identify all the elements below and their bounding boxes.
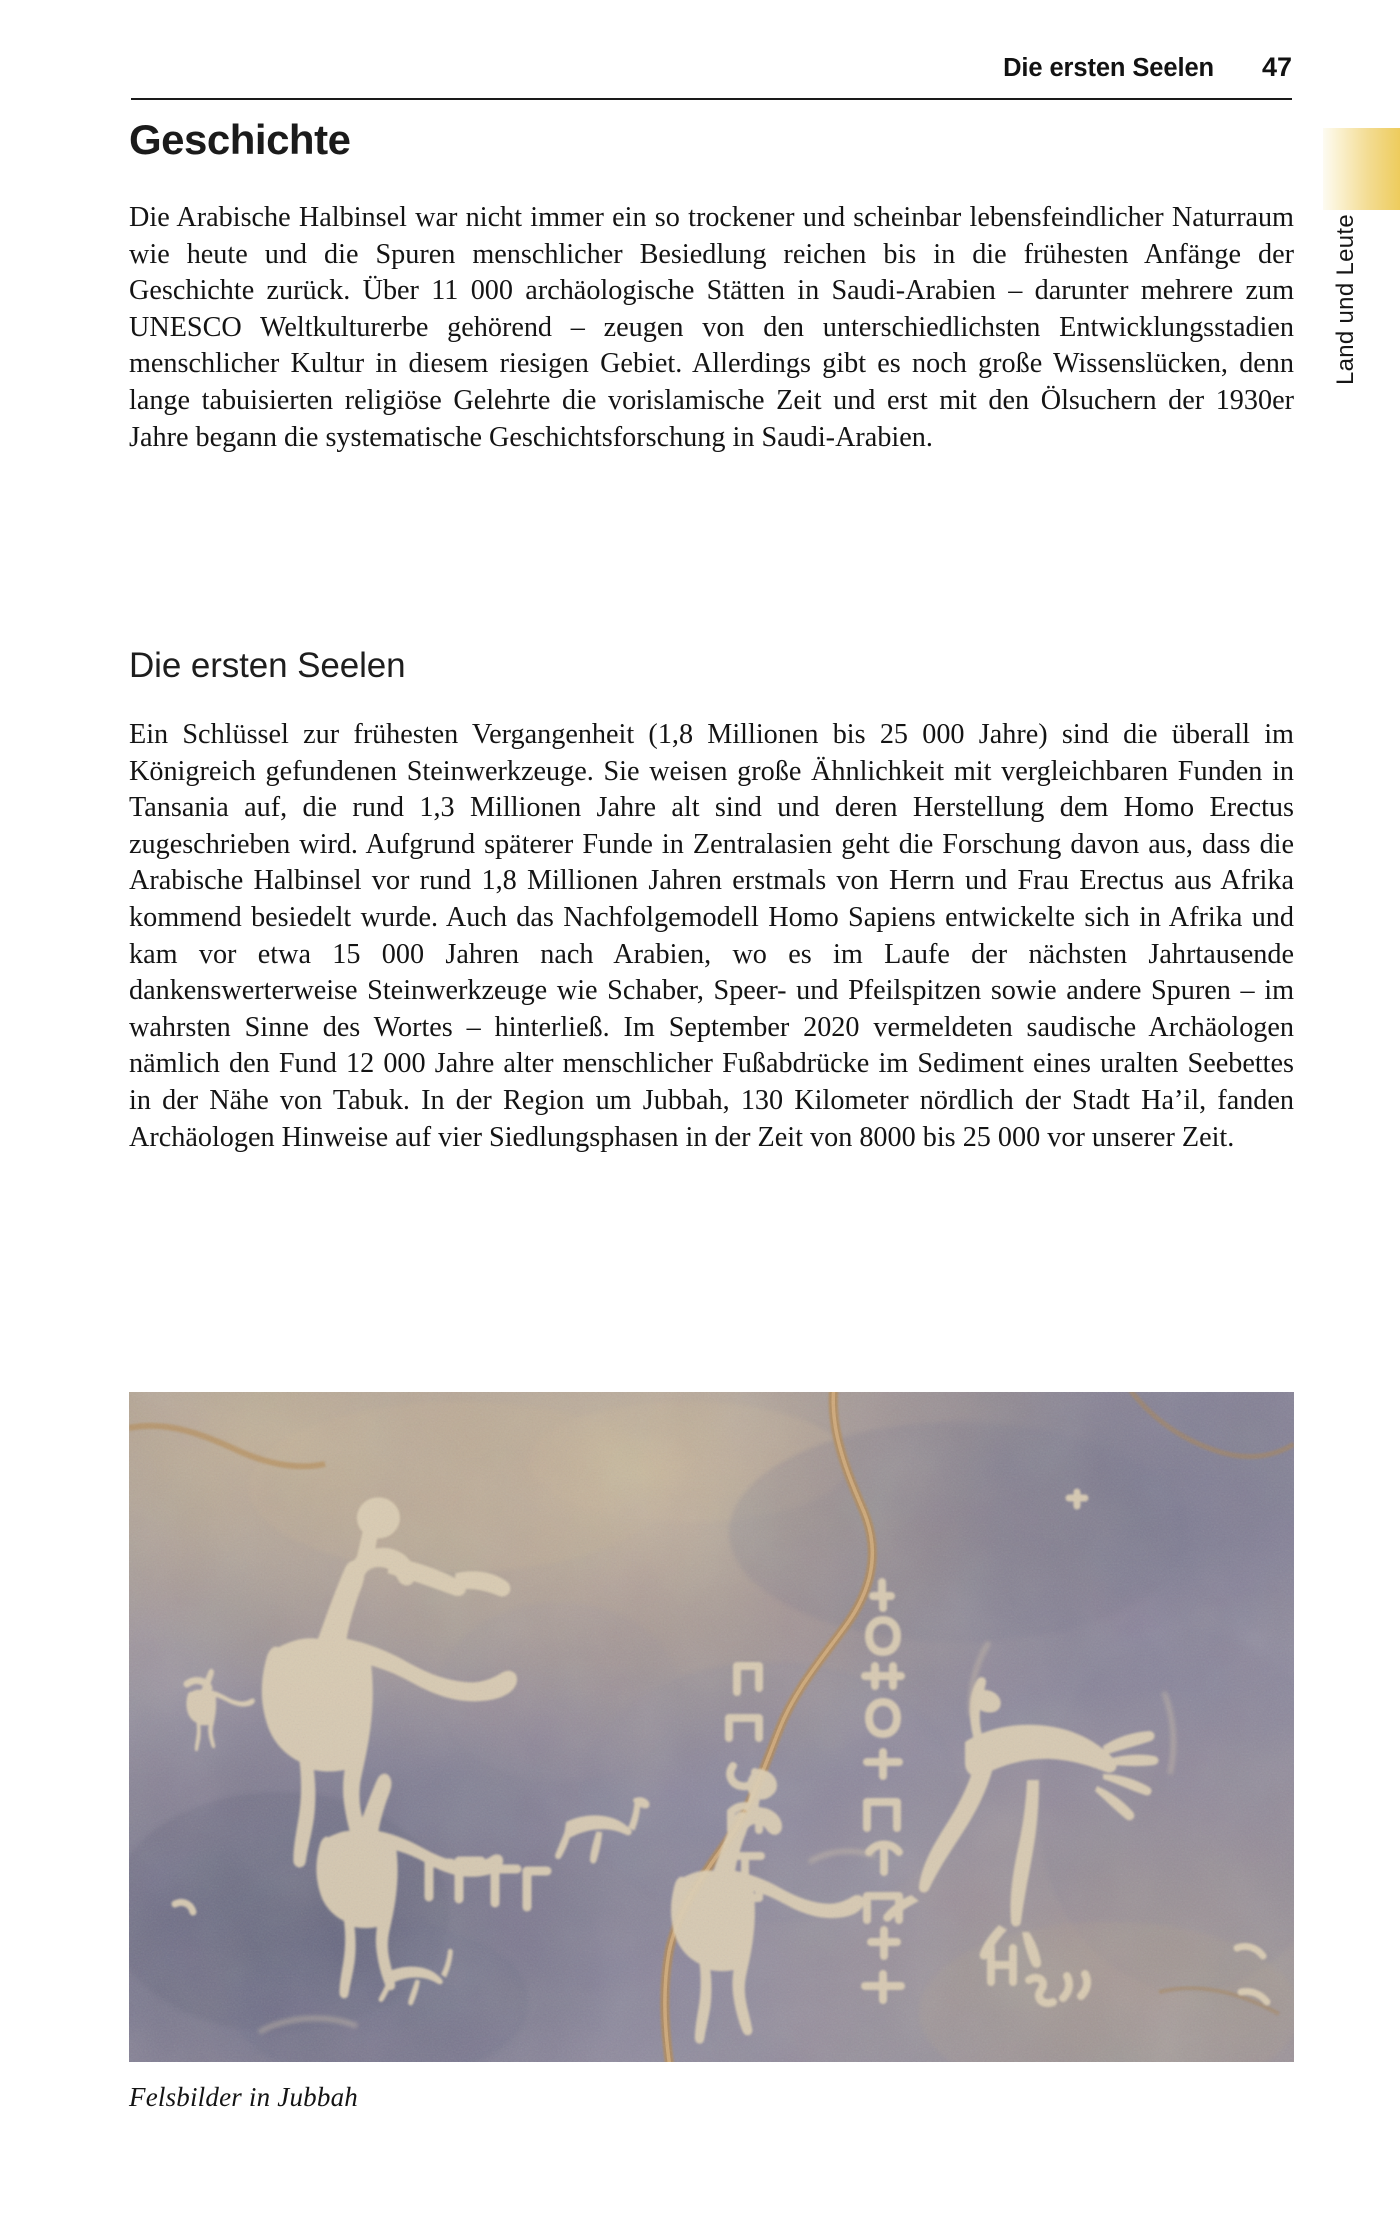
figure-rock-art (129, 1392, 1294, 2113)
section-side-label-text: Land und Leute (1332, 214, 1359, 386)
figure-caption: Felsbilder in Jubbah (129, 2082, 358, 2112)
section-heading: Die ersten Seelen (129, 646, 406, 685)
running-head (131, 52, 1292, 96)
paragraph-history: Die Arabische Halbinsel war nicht immer ein so trockener und scheinbar lebensfeindlicher Naturraum wie heute und die Spuren menschlicher Besiedlung reichen bis in die frühesten Anfänge der Geschichte zurück. Über 11 000 archäologische Stätten in Saudi-Arabien – darunter mehrere zum UNESCO Weltkulturerbe gehörend – zeugen von den unterschiedlichsten Entwicklungsstadien menschlicher Kultur in diesem riesigen Gebiet. Allerdings gibt es noch große Wissenslücken, denn lange tabuisierten religiöse Gelehrte die vorislamische Zeit und erst mit den Ölsuchern der 1930er Jahre begann die systematische Geschichtsforschung in Saudi-Arabien. (129, 202, 1294, 453)
paragraph-history-block (129, 200, 1294, 456)
section-thumb-tab (1323, 128, 1400, 210)
running-head-inner (1003, 52, 1292, 83)
photo-rock-art (129, 1392, 1294, 2062)
paragraph-souls: Ein Schlüssel zur frühesten Vergangenheit (1,8 Millionen bis 25 000 Jahre) sind die überall im Königreich gefundenen Steinwerkzeuge. Sie weisen große Ähnlichkeit mit vergleichbaren Funden in Tansania auf, die rund 1,3 Millionen Jahre alt sind und deren Herstellung dem Homo Erectus zugeschrieben wird. Aufgrund späterer Funde in Zentralasien geht die Forschung davon aus, dass die Arabische Halbinsel vor rund 1,8 Millionen Jahren erstmals von Herrn und Frau Erectus aus Afrika kommend besiedelt wurde. Auch das Nachfolgemodell Homo Sapiens entwickelte sich in Afrika und kam vor etwa 15 000 Jahren nach Arabien, wo es im Laufe der nächsten Jahrtausende dankenswerterweise Steinwerkzeuge wie Schaber, Speer- und Pfeilspitzen sowie andere Spuren – im wahrsten Sinne des Wortes – hinterließ. Im September 2020 vermeldeten saudische Archäologen nämlich den Fund 12 000 Jahre alter menschlicher Fußabdrücke im Sediment eines uralten Seebettes in der Nähe von Tabuk. In der Region um Jubbah, 130 Kilometer nördlich der Stadt Ha’il, fanden Archäologen Hinweise auf vier Siedlungsphasen in der Zeit von 8000 bis 25 000 vor unserer Zeit. (129, 719, 1294, 1153)
page-number: 47 (1261, 52, 1292, 82)
running-head-title: Die ersten Seelen (1003, 54, 1214, 82)
page-title: Geschichte (129, 116, 351, 163)
header-rule (131, 98, 1292, 100)
paragraph-souls-block (129, 717, 1294, 1156)
rock-art-illustration (129, 1392, 1294, 2062)
section-side-label (1326, 214, 1366, 474)
